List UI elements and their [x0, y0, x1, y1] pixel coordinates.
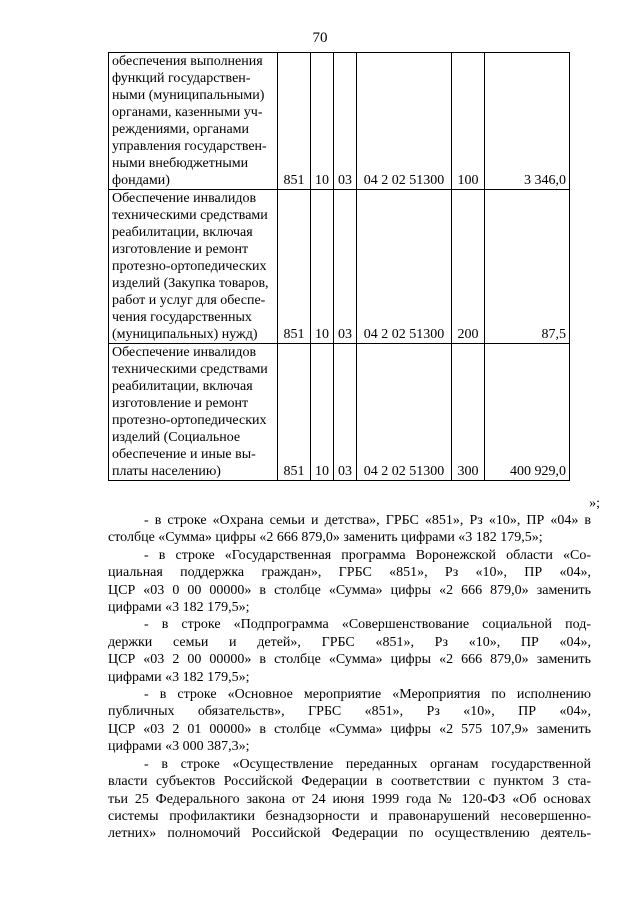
table-row — [109, 344, 570, 481]
name-line: протезно-ортопедических — [112, 259, 267, 274]
name-line: техническими средствами — [112, 208, 268, 223]
name-line: техническими средствами — [112, 362, 268, 377]
text-line: власти субъектов Российской Федерации в соответствии с пунктом 3 ста- — [108, 774, 591, 790]
text-line: ЦСР «03 2 01 00000» в столбце «Сумма» цифры «2 575 107,9» заменить — [108, 721, 591, 737]
vr-cell: 200 — [452, 190, 485, 344]
text-line: - в строке «Основное мероприятие «Мероприятия по исполнению — [144, 687, 591, 703]
csr-cell: 04 2 02 51300 — [357, 344, 452, 481]
name-line: реабилитации, включая — [112, 379, 253, 394]
pr-cell: 03 — [334, 190, 357, 344]
name-line: реждениями, органами — [112, 122, 250, 137]
text-line: системы профилактики безнадзорности и правонарушений несовершенно- — [108, 808, 591, 824]
pr-cell: 03 — [334, 344, 357, 481]
text-line: тьи 25 Федерального закона от 24 июня 1999 года № 120-ФЗ «Об основах — [108, 791, 591, 807]
vr-cell: 300 — [452, 344, 485, 481]
csr-cell: 04 2 02 51300 — [357, 53, 452, 190]
name-line: обеспечение и иные вы- — [112, 447, 256, 462]
rz-cell: 10 — [311, 53, 334, 190]
text-line: - в строке «Осуществление переданных органам государственной — [144, 756, 591, 772]
text-line: цифрами «3 182 179,5»; — [108, 600, 250, 616]
name-line: реабилитации, включая — [112, 225, 253, 240]
name-line: обеспечения выполнения — [112, 54, 263, 69]
name-line: ными (муниципальными) — [112, 88, 265, 103]
name-line: платы населению) — [112, 464, 221, 479]
table-row — [109, 53, 570, 190]
text-line: ЦСР «03 2 00 00000» в столбце «Сумма» цифры «2 666 879,0» заменить — [108, 652, 591, 668]
amendment-paragraph — [108, 686, 591, 756]
name-line: фондами) — [112, 173, 170, 188]
rz-cell: 10 — [311, 190, 334, 344]
text-line: столбце «Сумма» цифры «2 666 879,0» заменить цифрами «3 182 179,5»; — [108, 530, 543, 546]
closing-quote-mark: »; — [589, 496, 600, 511]
name-line: протезно-ортопедических — [112, 413, 267, 428]
text-line: публичных обязательств», ГРБС «851», Рз «10», ПР «04», — [108, 704, 591, 720]
text-line: летних» полномочий Российской Федерации по осуществлению деятель- — [108, 826, 591, 842]
text-line: циальная поддержка граждан», ГРБС «851», Рз «10», ПР «04», — [108, 565, 591, 581]
name-cell — [109, 190, 278, 344]
text-line: - в строке «Подпрограмма «Совершенствование социальной под- — [144, 617, 591, 633]
amendment-text — [108, 512, 591, 843]
grbs-cell: 851 — [278, 344, 311, 481]
name-line: чения государственных — [112, 310, 252, 325]
text-line: ЦСР «03 0 00 00000» в столбце «Сумма» цифры «2 666 879,0» заменить — [108, 582, 591, 598]
budget-table — [108, 52, 570, 481]
text-line: - в строке «Государственная программа Воронежской области «Со- — [144, 547, 591, 563]
name-line: Обеспечение инвалидов — [112, 191, 257, 206]
sum-cell: 3 346,0 — [485, 53, 570, 190]
pr-cell: 03 — [334, 53, 357, 190]
sum-cell: 87,5 — [485, 190, 570, 344]
text-line: цифрами «3 000 387,3»; — [108, 739, 250, 755]
text-line: держки семьи и детей», ГРБС «851», Рз «10», ПР «04», — [108, 634, 591, 650]
name-cell — [109, 344, 278, 481]
name-line: функций государствен- — [112, 71, 251, 86]
name-line: изготовление и ремонт — [112, 242, 249, 257]
name-line: работ и услуг для обеспе- — [112, 293, 266, 308]
amendment-paragraph — [108, 512, 591, 547]
name-cell — [109, 53, 278, 190]
name-line: органами, казенными уч- — [112, 105, 263, 120]
table-row — [109, 190, 570, 344]
text-line: цифрами «3 182 179,5»; — [108, 669, 250, 685]
rz-cell: 10 — [311, 344, 334, 481]
sum-cell: 400 929,0 — [485, 344, 570, 481]
grbs-cell: 851 — [278, 53, 311, 190]
name-line: изготовление и ремонт — [112, 396, 249, 411]
vr-cell: 100 — [452, 53, 485, 190]
grbs-cell: 851 — [278, 190, 311, 344]
name-line: (муниципальных) нужд) — [112, 327, 258, 342]
amendment-paragraph — [108, 547, 591, 617]
amendment-paragraph — [108, 756, 591, 843]
name-line: ными внебюджетными — [112, 156, 249, 171]
amendment-paragraph — [108, 616, 591, 686]
page-number: 70 — [312, 30, 328, 46]
csr-cell: 04 2 02 51300 — [357, 190, 452, 344]
text-line: - в строке «Охрана семьи и детства», ГРБС «851», Рз «10», ПР «04» в — [144, 513, 591, 528]
name-line: управления государствен- — [112, 139, 267, 154]
name-line: изделий (Закупка товаров, — [112, 276, 269, 291]
name-line: Обеспечение инвалидов — [112, 345, 257, 360]
name-line: изделий (Социальное — [112, 430, 241, 445]
